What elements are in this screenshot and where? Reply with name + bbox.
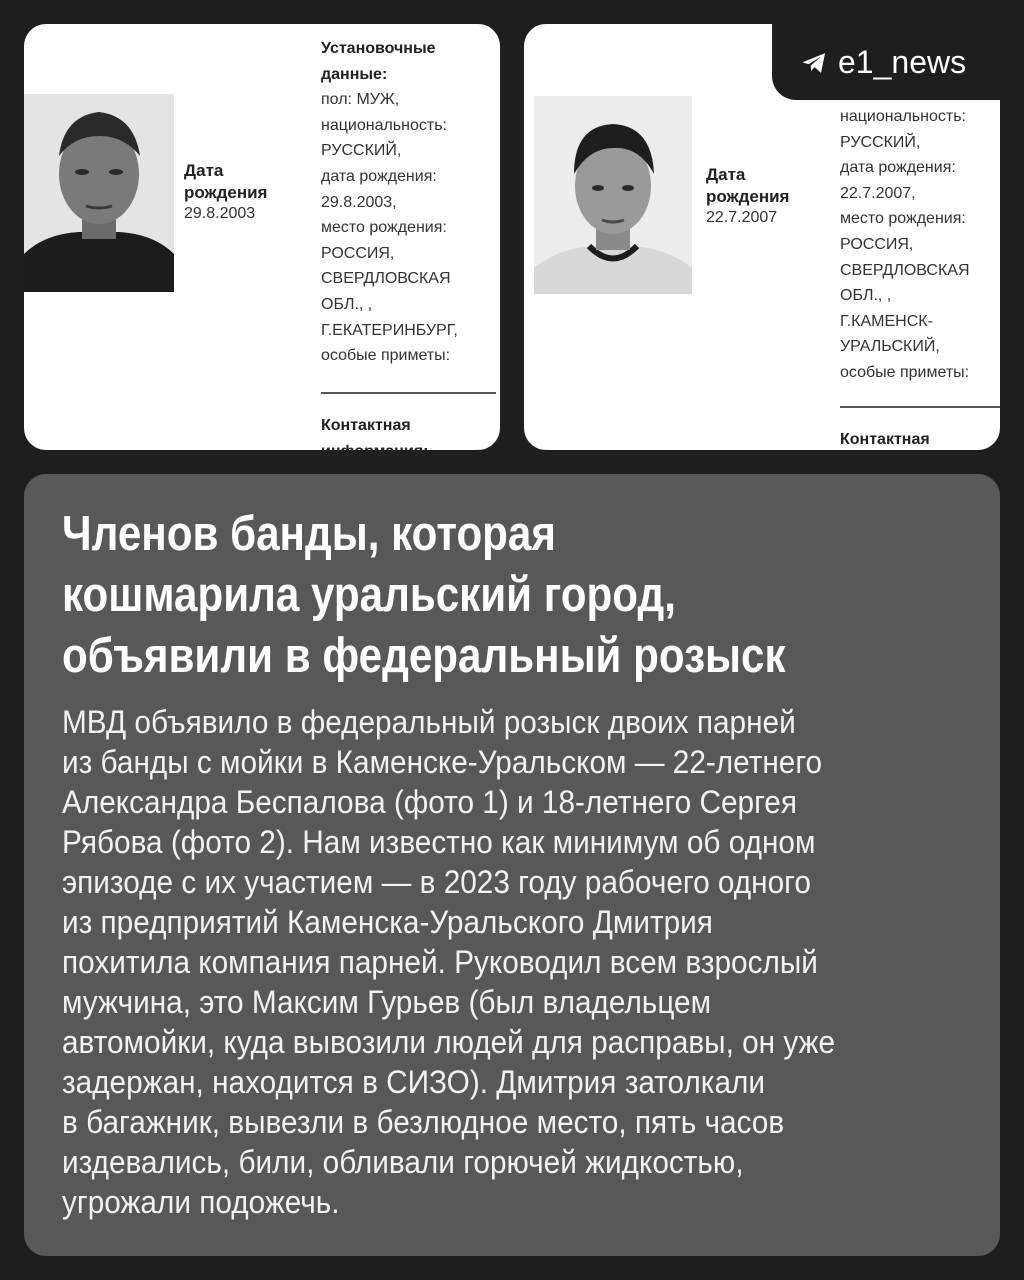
info-line: РУССКИЙ, [840,133,921,151]
dob-block-1 [184,160,267,225]
article-card [24,474,1000,1256]
channel-tag[interactable] [772,24,1024,100]
info-line: 29.8.2003, [321,193,397,211]
info-heading: данные: [321,65,388,83]
article-body: МВД объявило в федеральный розыск двоих парней из банды с мойки в Каменске-Уральском — 22-летнего Александра Беспалова (фото 1) и 18-летнего Сергея Рябова (фото 2). Нам известно как минимум об одном эпизоде с их участием — в 2023 году рабочего одного из предприятий Каменска-Уральского Дмитрия похитила компания парней. Руководил всем взрослый мужчина, это Максим Гурьев (был владельцем автомойки, куда вывозили людей для расправы, он уже задержан, находится в СИЗО). Дмитрия затолкали в багажник, вывезли в безлюдное место, пять часов издевались, били, обливали горючей жидкостью, угрожали подожечь. [62,704,836,1220]
info-line: РОССИЯ, [321,244,395,262]
info-line: место рождения: [321,219,447,237]
dob-label: Дата рождения [184,161,268,203]
info-line: Г.КАМЕНСК- [840,312,933,330]
info-line: Г.ЕКАТЕРИНБУРГ, [321,321,458,339]
info-heading: Установочные [321,40,436,57]
wanted-card-1 [24,24,500,460]
suspect-photo-2 [534,96,692,294]
info-block-1 [321,36,458,369]
info-line: 22.7.2007, [840,184,916,202]
dob-block-2 [706,164,789,229]
info-line: СВЕРДЛОВСКАЯ [321,270,451,288]
info-line: ОБЛ., , [840,287,892,305]
info-block-2 [840,104,970,386]
channel-name: e1_news [838,44,967,80]
info-line: национальность: [321,116,447,134]
dob-value: 29.8.2003 [184,205,256,223]
channel-label[interactable] [800,44,966,81]
info-line: особые приметы: [321,347,451,365]
info-line: РУССКИЙ, [321,142,402,160]
divider [321,392,496,394]
divider [840,406,1000,408]
info-line: СВЕРДЛОВСКАЯ [840,261,970,279]
info-line: дата рождения: [840,159,956,177]
info-line: ОБЛ., , [321,295,373,313]
info-line: место рождения: [840,210,966,228]
info-line: пол: МУЖ, [321,91,400,109]
headline: Членов банды, которая кошмарила уральский город, объявили в федеральный розыск [62,507,786,683]
info-line: дата рождения: [321,167,437,185]
info-line: РОССИЯ, [840,235,914,253]
contact-cut-text: информация: [321,443,429,460]
contact-heading: Контактная [840,431,930,448]
contact-heading: Контактная [321,417,411,434]
info-line: национальность: [840,108,966,125]
dob-value: 22.7.2007 [706,209,778,227]
telegram-icon [800,49,828,77]
info-line: особые приметы: [840,363,970,381]
dob-label: Дата рождения [706,165,790,207]
info-line: УРАЛЬСКИЙ, [840,338,940,356]
suspect-photo-1 [24,94,174,292]
